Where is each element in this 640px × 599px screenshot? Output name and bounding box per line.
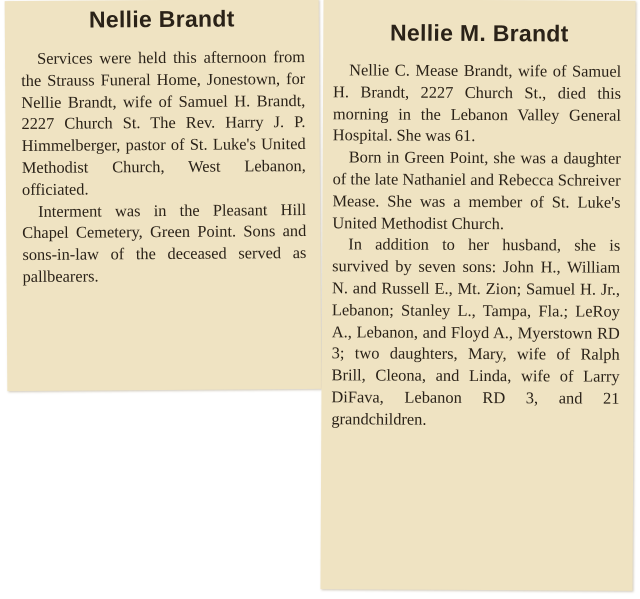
left-paragraph-2: Interment was in the Pleasant Hill Chapel Cemetery, Green Point. Sons and sons-in-law of the deceased served as pallbearers. (22, 199, 307, 286)
right-headline: Nellie M. Brandt (389, 19, 569, 47)
obituary-clipping-right (320, 0, 635, 591)
obituary-clipping-left (5, 0, 322, 391)
right-paragraph-1: Nellie C. Mease Brandt, wife of Samuel H. Brandt, 2227 Church St., died this morning in the Lebanon Valley General Hospital. She was 61. (332, 60, 622, 146)
left-article-body (21, 46, 307, 288)
left-headline: Nellie Brandt (88, 5, 235, 33)
right-paragraph-3: In addition to her husband, she is survived by seven sons: John H., William N. and Russell E., Mt. Zion; Samuel H. Jr., Lebanon; Stanley L., Tampa, Fla.; LeRoy A., Lebanon, and Floyd A., Myerstown RD 3; two daughters, Mary, wife of Ralph Brill, Cleona, and Linda, wife of Larry DiFava, Lebanon RD 3, and 21 grandchildren. (331, 234, 621, 429)
right-paragraph-2: Born in Green Point, she was a daughter of the late Nathaniel and Rebecca Schreiver Mease. She was a member of St. Luke's United Methodist Church. (332, 147, 621, 233)
left-paragraph-1: Services were held this afternoon from the Strauss Funeral Home, Jonestown, for Nellie Brandt, wife of Samuel H. Brandt, 2227 Church St. The Rev. Harry J. P. Himmelberger, pastor of St. Luke's United Methodist Church, West Lebanon, officiated. (21, 47, 306, 199)
right-article-body (331, 59, 621, 431)
